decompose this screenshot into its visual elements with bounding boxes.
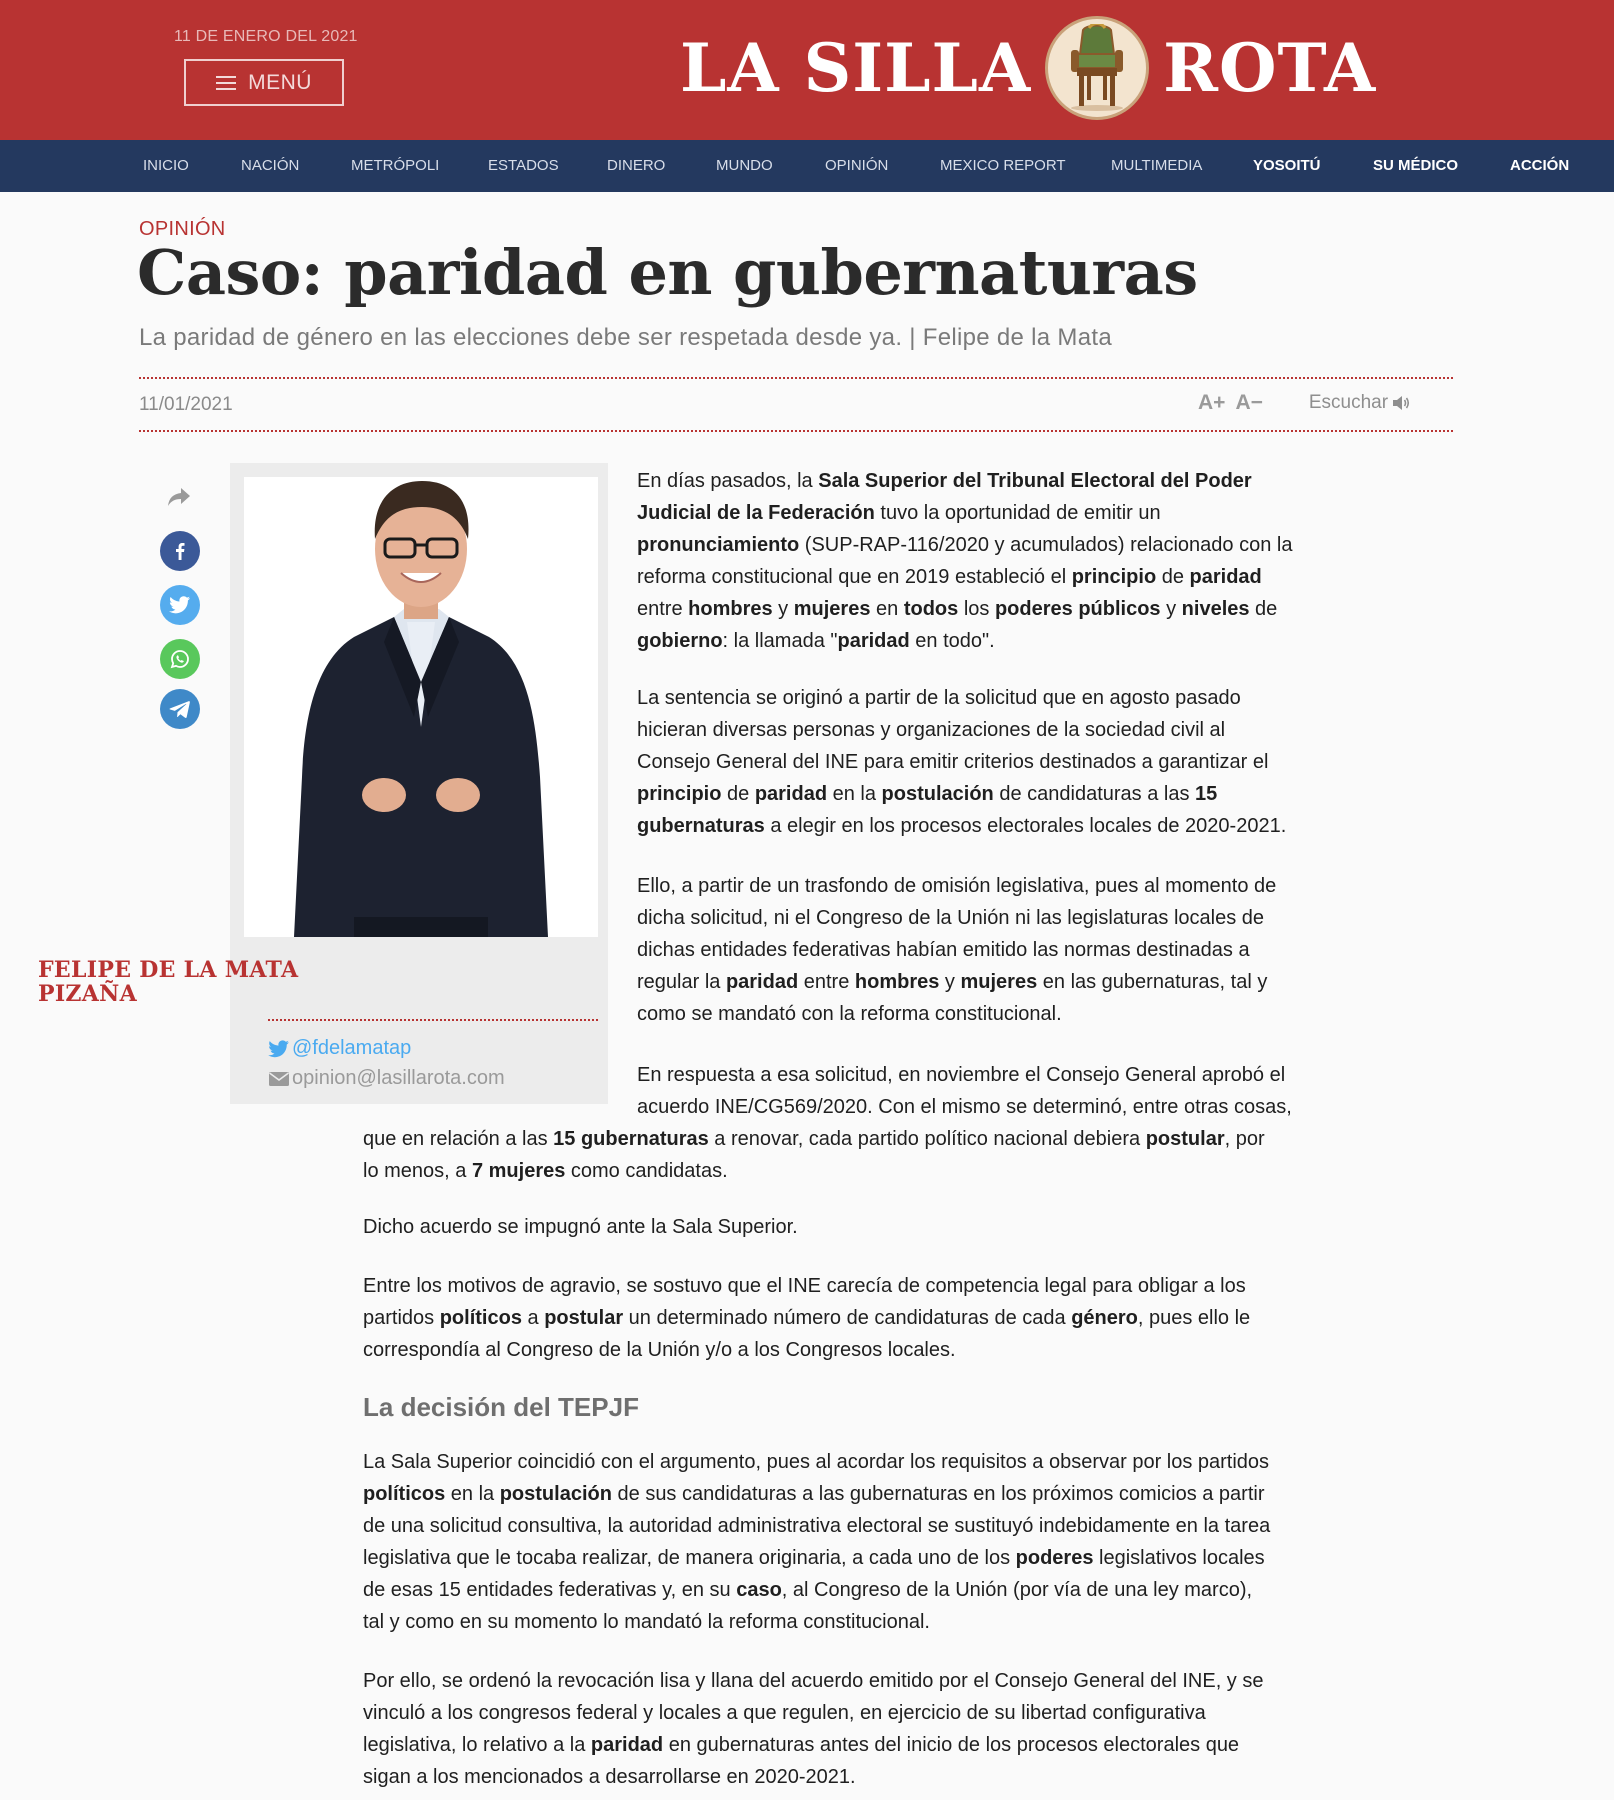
text-run: en la	[445, 1483, 500, 1505]
nav-item-mundo[interactable]: MUNDO	[716, 157, 773, 174]
paragraph-line	[637, 966, 1276, 998]
text-run: en	[870, 598, 904, 620]
nav-item-opinion[interactable]: OPINIÓN	[825, 157, 889, 174]
bold-text: postulación	[499, 1483, 612, 1505]
text-run: En respuesta a esa solicitud, en noviembre el Consejo General aprobó el	[637, 1064, 1286, 1086]
text-run: dicha solicitud, ni el Congreso de la Unión ni las legislaturas locales de	[637, 907, 1265, 929]
bold-text: paridad	[590, 1734, 664, 1756]
paragraph-line	[363, 1270, 1250, 1302]
text-run: de	[1156, 566, 1190, 588]
speaker-icon	[1391, 394, 1411, 412]
paragraph-line	[637, 593, 1292, 625]
bold-text: 7 mujeres	[471, 1160, 566, 1182]
article-tools	[1198, 391, 1411, 415]
article-paragraph	[637, 682, 1286, 842]
bold-text: paridad	[837, 630, 910, 652]
text-run: partidos	[363, 1307, 440, 1329]
divider	[139, 430, 1453, 432]
text-run: legislativos locales	[1093, 1547, 1265, 1569]
text-run: de	[1249, 598, 1278, 620]
bold-text: pronunciamiento	[637, 534, 800, 556]
telegram-icon	[169, 699, 191, 719]
paragraph-line	[637, 561, 1292, 593]
author-twitter-handle: @fdelamatap	[292, 1037, 412, 1059]
paragraph-line	[363, 1729, 1264, 1761]
paragraph-line	[637, 1059, 1292, 1091]
text-run: legislativa que le tocaba realizar, de manera originaria, a cada uno de los	[363, 1547, 1016, 1569]
text-run: de	[721, 783, 755, 805]
menu-label: MENÚ	[248, 70, 312, 94]
nav-item-yosoitu[interactable]: YOSOITÚ	[1253, 157, 1321, 174]
paragraph-line	[363, 1446, 1270, 1478]
paragraph-line	[637, 746, 1286, 778]
article-paragraph	[363, 1665, 1264, 1793]
text-run: en todo".	[909, 630, 995, 652]
paragraph-line	[363, 1123, 1265, 1155]
text-run: hicieran diversas personas y organizaciones de la sociedad civil al	[637, 719, 1226, 741]
text-run: un determinado número de candidaturas de cada	[623, 1307, 1072, 1329]
nav-item-metropoli[interactable]: METRÓPOLI	[351, 157, 440, 174]
bold-text: paridad	[754, 783, 828, 805]
facebook-icon	[170, 541, 190, 561]
divider	[268, 1019, 598, 1021]
bold-text: gubernaturas	[637, 815, 765, 837]
text-run: La Sala Superior coincidió con el argumento, pues al acordar los requisitos a observar por los partidos	[363, 1451, 1270, 1473]
article-title: Caso: paridad en gubernaturas	[137, 236, 1198, 309]
text-run: correspondía al Congreso de la Unión y/o a los Congresos locales.	[363, 1339, 956, 1361]
paragraph-line	[363, 1478, 1270, 1510]
author-name[interactable]	[38, 958, 298, 1006]
text-run: , por	[1224, 1128, 1265, 1150]
section-heading: La decisión del TEPJF	[363, 1392, 639, 1422]
nav-item-dinero[interactable]: DINERO	[607, 157, 666, 174]
paragraph-line	[363, 1574, 1270, 1606]
text-run: los	[958, 598, 995, 620]
article-section-link[interactable]: OPINIÓN	[139, 218, 226, 240]
text-run: sigan a los mencionados a desarrollarse en 2020-2021.	[363, 1766, 856, 1788]
text-run: La sentencia se originó a partir de la solicitud que en agosto pasado	[637, 687, 1241, 709]
paragraph-line	[637, 529, 1292, 561]
font-decrease-button[interactable]: A−	[1235, 391, 1263, 414]
menu-button[interactable]	[184, 59, 344, 106]
text-run: , al Congreso de la Unión (por vía de una ley marco),	[781, 1579, 1253, 1601]
bold-text: 15 gubernaturas	[553, 1128, 709, 1150]
bold-text: hombres	[688, 598, 773, 620]
text-run: y	[939, 971, 961, 993]
bold-text: políticos	[363, 1483, 446, 1505]
text-run: a renovar, cada partido político nacional debiera	[708, 1128, 1146, 1150]
paragraph-line	[363, 1761, 1264, 1793]
bold-text: 15	[1195, 783, 1218, 805]
text-run: tal y como en su momento lo mandató la reforma constitucional.	[363, 1611, 930, 1633]
divider	[139, 377, 1453, 379]
site-logo[interactable]	[680, 12, 1376, 124]
text-run: Ello, a partir de un trasfondo de omisión legislativa, pues al momento de	[637, 875, 1277, 897]
nav-item-inicio[interactable]: INICIO	[143, 157, 189, 174]
author-email-link[interactable]	[268, 1067, 505, 1090]
paragraph-line	[637, 714, 1286, 746]
bold-text: mujeres	[793, 598, 871, 620]
paragraph-line	[363, 1606, 1270, 1638]
paragraph-line	[363, 1665, 1264, 1697]
bold-text: postulación	[881, 783, 994, 805]
bold-text: niveles	[1181, 598, 1250, 620]
text-run: de esas 15 entidades federativas y, en su	[363, 1579, 737, 1601]
nav-item-mexico-report[interactable]: MEXICO REPORT	[940, 157, 1066, 174]
text-run: (SUP-RAP-116/2020 y acumulados) relacionado con la	[799, 534, 1293, 556]
paragraph-line	[637, 465, 1292, 497]
bold-text: todos	[903, 598, 959, 620]
nav-item-multimedia[interactable]: MULTIMEDIA	[1111, 157, 1203, 174]
text-run: de candidaturas a las	[993, 783, 1196, 805]
paragraph-line	[637, 870, 1276, 902]
nav-item-su-medico[interactable]: SU MÉDICO	[1373, 157, 1459, 174]
text-run: reforma constitucional que en 2019 estableció el	[637, 566, 1072, 588]
text-run: legislativa, lo relativo a la	[363, 1734, 591, 1756]
author-twitter-link[interactable]	[268, 1037, 411, 1060]
paragraph-line	[363, 1302, 1250, 1334]
text-run: dichas entidades federativas habían emitido las normas destinadas a	[637, 939, 1250, 961]
author-name-line-2: PIZAÑA	[38, 981, 137, 1007]
text-run: y	[772, 598, 794, 620]
facebook-share-button[interactable]	[160, 531, 200, 571]
paragraph-line	[363, 1510, 1270, 1542]
article-paragraph	[363, 1211, 798, 1243]
nav-item-nacion[interactable]: NACIÓN	[241, 157, 300, 174]
logo-text-left: LA SILLA	[680, 29, 1032, 107]
paragraph-line	[637, 682, 1286, 714]
text-run: de una solicitud consultiva, la autoridad administrativa electoral se sustituyó indebidamente en la tarea	[363, 1515, 1271, 1537]
text-run: entre	[637, 598, 689, 620]
nav-item-estados[interactable]: ESTADOS	[488, 157, 559, 174]
twitter-share-button[interactable]	[160, 585, 200, 625]
bold-text: gobierno	[637, 630, 723, 652]
text-run: regular la	[637, 971, 726, 993]
text-run: como se mandató con la reforma constitucional.	[637, 1003, 1062, 1025]
bold-text: paridad	[725, 971, 799, 993]
text-run: lo menos, a	[363, 1160, 472, 1182]
text-run: Por ello, se ordenó la revocación lisa y llana del acuerdo emitido por el Consejo General del INE, y se	[363, 1670, 1264, 1692]
text-run: de sus candidaturas a las gubernaturas en los próximos comicios a partir	[611, 1483, 1265, 1505]
logo-text-right: ROTA	[1163, 29, 1377, 107]
font-increase-button[interactable]: A+	[1198, 391, 1226, 414]
text-run: a	[521, 1307, 545, 1329]
paragraph-line	[363, 1542, 1270, 1574]
site-header	[0, 0, 1614, 140]
author-name-line-1: FELIPE DE LA MATA	[38, 957, 299, 983]
paragraph-line	[637, 934, 1276, 966]
paragraph-line	[637, 810, 1286, 842]
text-run: , pues ello le	[1137, 1307, 1251, 1329]
text-run: y	[1160, 598, 1182, 620]
twitter-icon	[268, 1040, 290, 1058]
whatsapp-icon	[169, 648, 191, 670]
bold-text: paridad	[1189, 566, 1262, 588]
bold-text: Judicial de la Federación	[637, 502, 875, 524]
author-card	[230, 463, 608, 1104]
text-run: en las gubernaturas, tal y	[1037, 971, 1268, 993]
article-paragraph	[637, 870, 1276, 1030]
text-run: Dicho acuerdo se impugnó ante la Sala Superior.	[363, 1216, 798, 1238]
paragraph-line	[637, 625, 1292, 657]
header-date: 11 DE ENERO DEL 2021	[174, 28, 358, 45]
bold-text: postular	[544, 1307, 624, 1329]
share-icon[interactable]	[166, 486, 192, 508]
article-paragraph	[637, 465, 1292, 657]
listen-button[interactable]	[1309, 392, 1411, 414]
whatsapp-share-button[interactable]	[160, 639, 200, 679]
paragraph-line	[363, 1697, 1264, 1729]
text-run: En días pasados, la	[637, 470, 819, 492]
hamburger-icon	[216, 76, 236, 90]
bold-text: caso	[736, 1579, 782, 1601]
article-subtitle: La paridad de género en las elecciones debe ser respetada desde ya. | Felipe de la Mata	[139, 324, 1112, 351]
telegram-share-button[interactable]	[160, 689, 200, 729]
text-run: Entre los motivos de agravio, se sostuvo que el INE carecía de competencia legal para obligar a los	[363, 1275, 1246, 1297]
envelope-icon	[268, 1071, 290, 1087]
text-run: vinculó a los congresos federal y locales a que regulen, en ejercicio de su libertad configurativa	[363, 1702, 1206, 1724]
text-run: a elegir en los procesos electorales locales de 2020-2021.	[764, 815, 1287, 837]
listen-label: Escuchar	[1308, 392, 1389, 413]
paragraph-line	[637, 1091, 1292, 1123]
text-run: tuvo la oportunidad de emitir un	[874, 502, 1161, 524]
bold-text: poderes	[1015, 1547, 1094, 1569]
bold-text: postular	[1145, 1128, 1225, 1150]
text-run: en la	[827, 783, 882, 805]
bold-text: principio	[1071, 566, 1157, 588]
article-date: 11/01/2021	[139, 394, 233, 415]
paragraph-line	[363, 1155, 1265, 1187]
author-photo[interactable]	[244, 477, 598, 937]
article-paragraph	[363, 1123, 1265, 1187]
bold-text: Sala Superior del Tribunal Electoral del Poder	[818, 470, 1252, 492]
text-run: : la llamada "	[722, 630, 838, 652]
article-paragraph	[363, 1270, 1250, 1366]
twitter-icon	[169, 595, 191, 615]
text-run: como candidatas.	[565, 1160, 728, 1182]
nav-item-accion[interactable]: ACCIÓN	[1510, 157, 1570, 174]
paragraph-line	[363, 1211, 798, 1243]
text-run: en gubernaturas antes del inicio de los procesos electorales que	[663, 1734, 1240, 1756]
text-run: Consejo General del INE para emitir criterios destinados a garantizar el	[637, 751, 1269, 773]
bold-text: políticos	[439, 1307, 522, 1329]
paragraph-line	[637, 998, 1276, 1030]
main-navigation	[0, 140, 1614, 192]
bold-text: hombres	[854, 971, 940, 993]
bold-text: principio	[637, 783, 722, 805]
text-run: que en relación a las	[363, 1128, 554, 1150]
chair-logo-icon	[1045, 16, 1149, 120]
text-run: acuerdo INE/CG569/2020. Con el mismo se determinó, entre otras cosas,	[637, 1096, 1292, 1118]
article-paragraph	[637, 1059, 1292, 1123]
paragraph-line	[637, 497, 1292, 529]
text-run: entre	[798, 971, 855, 993]
bold-text: poderes públicos	[994, 598, 1161, 620]
paragraph-line	[637, 778, 1286, 810]
author-email: opinion@lasillarota.com	[292, 1067, 505, 1089]
article-paragraph	[363, 1446, 1270, 1638]
paragraph-line	[637, 902, 1276, 934]
bold-text: mujeres	[960, 971, 1038, 993]
bold-text: género	[1071, 1307, 1138, 1329]
paragraph-line	[363, 1334, 1250, 1366]
